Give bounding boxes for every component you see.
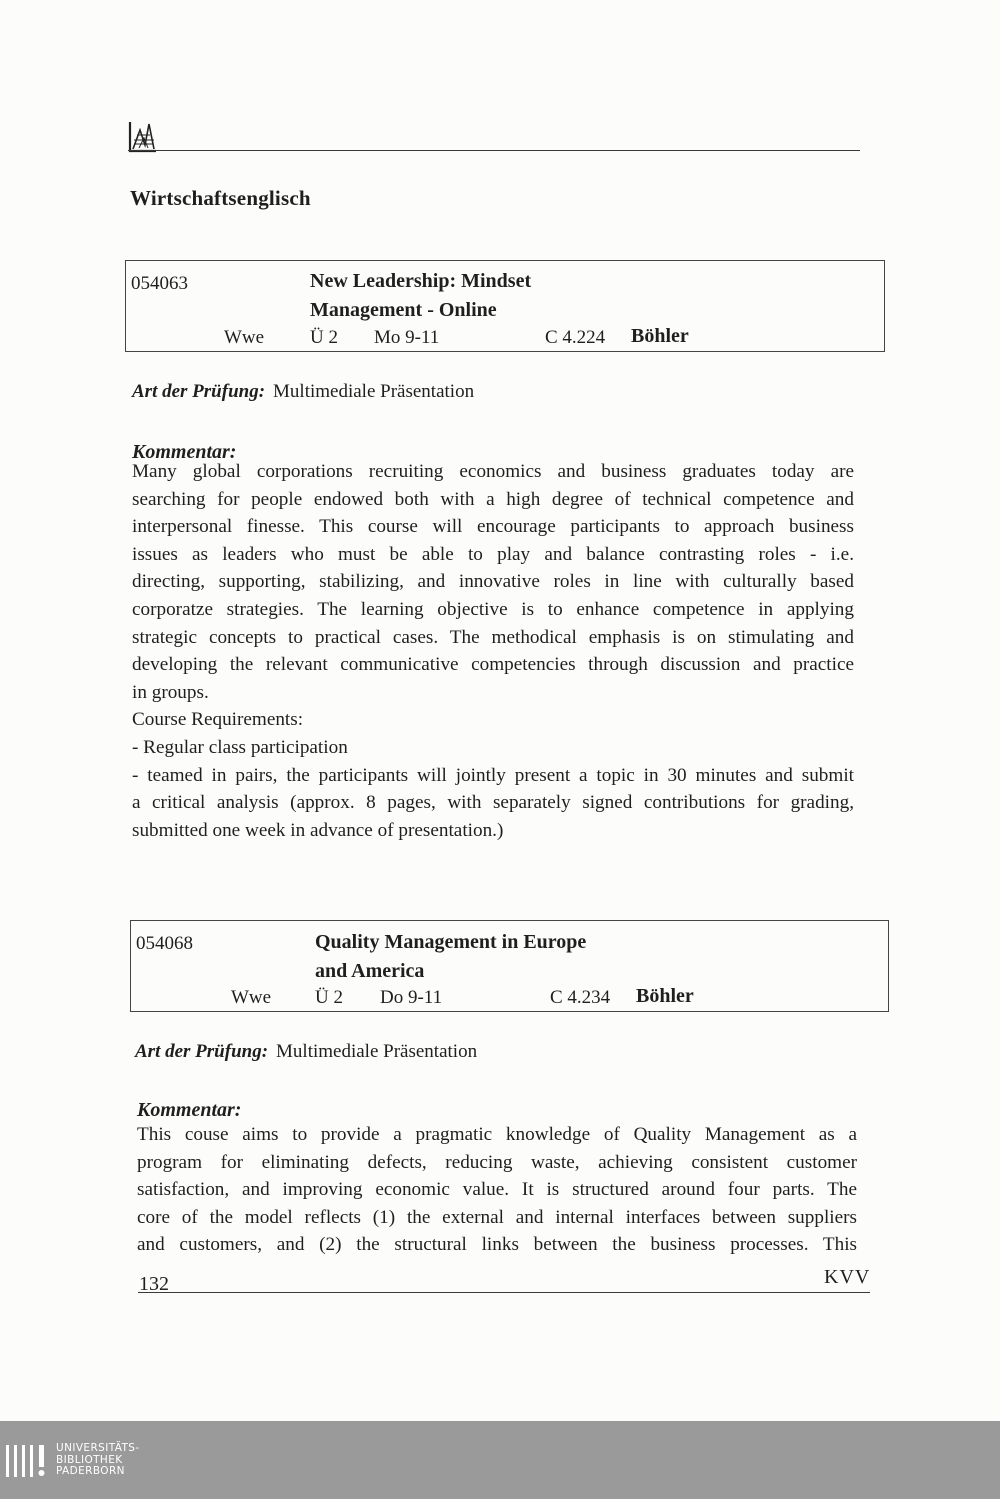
library-name-line2: BIBLIOTHEK: [56, 1453, 123, 1466]
library-logo-icon: [6, 1445, 52, 1497]
course-comment: [137, 1121, 857, 1259]
course-dept: Wwe: [231, 987, 272, 1008]
course-meta: [131, 987, 890, 1011]
comment-line: satisfaction, and improving economic value. It is structured around four parts. The: [137, 1179, 857, 1201]
section-title: Wirtschaftsenglisch: [130, 186, 311, 210]
comment-line: core of the model reflects (1) the external and internal interfaces between suppliers: [137, 1206, 857, 1228]
comment-line: - teamed in pairs, the participants will jointly present a topic in 30 minutes and submit: [132, 764, 854, 786]
comment-line: a critical analysis (approx. 8 pages, with separately signed contributions for grading,: [132, 792, 854, 814]
comment-line: This couse aims to provide a pragmatic knowledge of Quality Management as a: [137, 1124, 857, 1145]
comment-line: Many global corporations recruiting economics and business graduates today are: [132, 461, 854, 482]
course-number: 054063: [131, 273, 188, 294]
course-lecturer: Böhler: [636, 985, 694, 1007]
comment-line: in groups.: [132, 681, 209, 703]
course-number: 054068: [136, 933, 193, 954]
comment-line: program for eliminating defects, reducing waste, achieving consistent customer: [137, 1151, 857, 1173]
library-name-line3: PADERBORN: [56, 1465, 125, 1477]
exam-value: Multimediale Präsentation: [273, 381, 475, 402]
exam-value: Multimediale Präsentation: [276, 1041, 478, 1062]
footer-rule: [138, 1292, 870, 1293]
comment-line: developing the relevant communicative competencies through discussion and practice: [132, 654, 854, 676]
course-type: Ü 2: [310, 327, 338, 348]
exam-type-line: [132, 381, 474, 403]
course-title: [310, 267, 531, 325]
comment-line: strategic concepts to practical cases. The methodical emphasis is on stimulating and: [132, 626, 854, 648]
university-logo-icon: [128, 118, 158, 154]
comment-line: - Regular class participation: [132, 736, 348, 758]
comment-line: submitted one week in advance of presentation.): [132, 819, 504, 841]
comment-line: searching for people endowed both with a high degree of technical competence and: [132, 488, 854, 510]
exam-label: Art der Prüfung:: [135, 1041, 269, 1062]
comment-line: interpersonal finesse. This course will encourage participants to approach business: [132, 516, 854, 538]
course-box-054063: [125, 260, 885, 352]
library-name: [56, 1443, 140, 1478]
comment-line: and customers, and (2) the structural links between the business processes. This: [137, 1234, 857, 1256]
comment-line: issues as leaders who must be able to play and balance contrasting roles - i.e.: [132, 543, 854, 565]
comment-label: Kommentar:: [132, 441, 237, 463]
header-rule: [128, 150, 860, 151]
course-meta: [126, 327, 886, 351]
course-title-line1: New Leadership: Mindset: [310, 270, 532, 292]
footer-label: KVV: [824, 1266, 871, 1288]
exam-label: Art der Prüfung:: [132, 381, 266, 402]
course-title-line2: and America: [315, 960, 425, 982]
course-lecturer: Böhler: [631, 325, 689, 347]
comment-label: Kommentar:: [137, 1099, 242, 1121]
page-number: 132: [139, 1273, 169, 1295]
course-dept: Wwe: [224, 327, 265, 348]
comment-line: Course Requirements:: [132, 709, 304, 731]
exam-type-line: [135, 1041, 477, 1063]
comment-line: corporatze strategies. The learning objective is to enhance competence in applying: [132, 598, 854, 620]
comment-line: directing, supporting, stabilizing, and innovative roles in line with culturally based: [132, 571, 854, 593]
course-time: Do 9-11: [380, 987, 443, 1008]
course-time: Mo 9-11: [374, 327, 440, 348]
course-title-line2: Management - Online: [310, 299, 497, 321]
library-footer-bar: [0, 1421, 1000, 1499]
course-title-line1: Quality Management in Europe: [315, 931, 587, 953]
library-name-line1: UNIVERSITÄTS-: [56, 1442, 140, 1454]
course-title: [315, 928, 586, 986]
course-room: C 4.224: [545, 327, 606, 348]
course-type: Ü 2: [315, 987, 343, 1008]
course-room: C 4.234: [550, 987, 611, 1008]
course-comment: [132, 458, 854, 844]
course-box-054068: [130, 920, 889, 1012]
